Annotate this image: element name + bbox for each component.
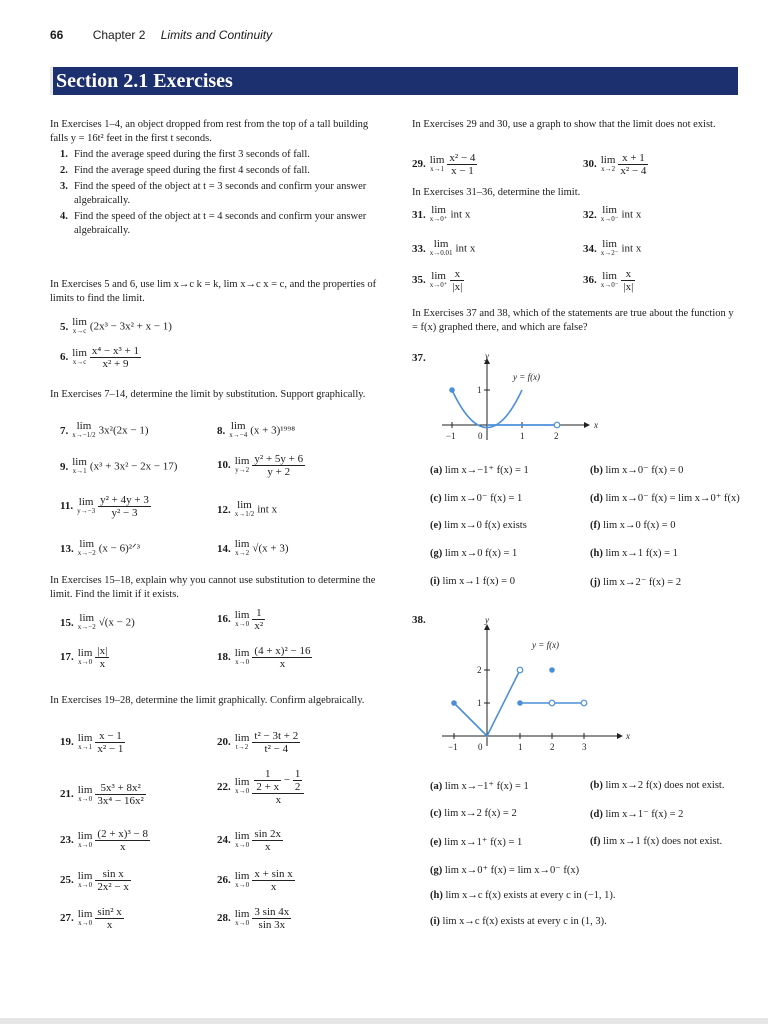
tick-label: 2 [550, 742, 555, 752]
exercise-30: 30. lim x→2 $\frac{x + 1}{\text{x² − 4}}$ [583, 152, 647, 177]
stmt-38a: (a) lim x→−1⁺ f(x) = 1 [430, 781, 529, 792]
stmt-38h: (h) lim x→c f(x) exists at every c in (−1, 1). [430, 890, 616, 901]
exercise-5: 5. lim x→c (2x³ − 3x² + x − 1) [60, 316, 172, 335]
stmt-37j: (j) lim x→2⁻ f(x) = 2 [590, 577, 682, 588]
y-tick-label: 1 [477, 698, 482, 708]
item-text: Find the speed of the object at t = 4 seconds and confirm your answer algebraically. [74, 211, 367, 236]
exercise-20: 20. lim t→2 $\frac{\text{t² − 3t + 2}}{\text{t² − 4}}$ [217, 730, 299, 755]
item-text: Find the average speed during the first 3 seconds of fall. [74, 149, 310, 160]
intro-29-30: In Exercises 29 and 30, use a graph to show that the limit does not exist. [412, 119, 716, 130]
item-number: 3. [60, 181, 68, 192]
running-header [50, 28, 272, 42]
exercise-19: 19. lim x→1 $\frac{x - 1}{\text{x² − 1}}$ [60, 730, 124, 755]
graph-37 [412, 350, 612, 450]
exercise-13: 13. lim x→−2 (x − 6)²ᐟ³ [60, 538, 140, 557]
exercise-12: 12. lim x→1/2 int x [217, 499, 278, 518]
exercise-36: 36. lim x→0⁻ $\frac{x}{|x|}$ [583, 268, 634, 293]
exercise-9: 9. lim x→1 (x³ + 3x² − 2x − 17) [60, 456, 178, 475]
item-number: 2. [60, 165, 68, 176]
tick-label: 1 [520, 431, 525, 441]
stmt-37b: (b) lim x→0⁻ f(x) = 0 [590, 465, 684, 476]
exercise-35: 35. lim x→0⁺ $\frac{x}{|x|}$ [412, 268, 463, 293]
exercise-10: 10. lim y→2 $\frac{\text{y² + 5y + 6}}{y + 2}$ [217, 453, 304, 478]
banner-accent [50, 67, 53, 95]
exercise-7: 7. lim x→−1/2 3x²(2x − 1) [60, 420, 149, 439]
item-text: Find the speed of the object at t = 3 seconds and confirm your answer algebraically. [74, 181, 367, 206]
closed-dot [549, 667, 555, 673]
stmt-38e: (e) lim x→1⁺ f(x) = 1 [430, 837, 523, 848]
exercise-15: 15. lim x→−2 √(x − 2) [60, 612, 135, 631]
exercise-28: 28. lim x→0 $\frac{3 \sin 4x}{\sin 3x}$ [217, 906, 290, 931]
intro-5-6: In Exercises 5 and 6, use lim x→c k = k, lim x→c x = c, and the properties of limits to find the limit. [50, 279, 377, 304]
intro-1-4: In Exercises 1–4, an object dropped from rest from the top of a tall building falls y = 16t² feet in the first t seconds. [50, 119, 369, 144]
stmt-37e: (e) lim x→0 f(x) exists [430, 520, 527, 531]
stmt-37i: (i) lim x→1 f(x) = 0 [430, 576, 515, 587]
x-axis-label: x [594, 420, 598, 430]
y-axis-label: y [485, 618, 489, 625]
x-axis-arrow [584, 422, 590, 428]
closed-dot [517, 700, 523, 706]
y-tick-label: 2 [477, 665, 482, 675]
intro-7-14: In Exercises 7–14, determine the limit by substitution. Support graphically. [50, 389, 366, 400]
stmt-37a: (a) lim x→−1⁺ f(x) = 1 [430, 465, 529, 476]
stmt-38g: (g) lim x→0⁺ f(x) = lim x→0⁻ f(x) [430, 865, 580, 876]
exercise-32: 32. lim x→0⁻ int x [583, 204, 642, 223]
stmt-37d: (d) lim x→0⁻ f(x) = lim x→0⁺ f(x) [590, 493, 740, 504]
stmt-37g: (g) lim x→0 f(x) = 1 [430, 548, 518, 559]
exercise-23: 23. lim x→0 $\frac{\text{(2 + x)³ − 8}}{x}$ [60, 828, 148, 853]
y-tick-label: 1 [477, 385, 482, 395]
x-axis-label: x [626, 731, 630, 741]
exercise-14: 14. lim x→2 √(x + 3) [217, 538, 289, 557]
exercise-18: 18. lim x→0 $\frac{\text{(4 + x)² − 16}}{x}$ [217, 645, 311, 670]
graph-38 [412, 618, 642, 756]
exercise-22: 22. lim x→0 $\frac{1}{2 + x}$ − $\frac{1}{2}$ x [217, 768, 304, 806]
list-item [50, 210, 386, 238]
closed-dot [449, 387, 455, 393]
exercise-37-label: 37. [412, 352, 426, 364]
intro-37-38: In Exercises 37 and 38, which of the statements are true about the function y = f(x) graphed there, and which are false? [412, 308, 734, 333]
exercise-33: 33. lim x→0.01 int x [412, 238, 476, 257]
chapter-title: Limits and Continuity [160, 28, 273, 42]
curve-label: y = f(x) [513, 372, 541, 382]
intro-15-18: In Exercises 15–18, explain why you cannot use substitution to determine the limit. Find the limit if it exists. [50, 575, 376, 600]
tick-label: 3 [582, 742, 587, 752]
exercise-25: 25. lim x→0 $\frac{\text{sin x}}{\text{2x² − x}}$ [60, 868, 129, 893]
exercise-16: 16. lim x→0 $\frac{1}{\text{x²}}$ [217, 607, 264, 632]
exercise-26: 26. lim x→0 $\frac{\text{x + sin x}}{x}$ [217, 868, 293, 893]
exercise-27: 27. lim x→0 $\frac{\text{sin² x}}{x}$ [60, 906, 122, 931]
exercise-21: 21. lim x→0 $\frac{\text{5x³ + 8x²}}{\text{3x⁴ − 16x²}}$ [60, 782, 144, 807]
stmt-38b: (b) lim x→2 f(x) does not exist. [590, 780, 725, 791]
exercise-24: 24. lim x→0 $\frac{\sin 2x}{x}$ [217, 828, 282, 853]
item-text: Find the average speed during the first 4 seconds of fall. [74, 165, 310, 176]
tick-label: 1 [518, 742, 523, 752]
exercise-11: 11. lim y→−3 $\frac{\text{y² + 4y + 3}}{\text{y² − 3}}$ [60, 494, 149, 519]
item-number: 1. [60, 149, 68, 160]
intro-31-36: In Exercises 31–36, determine the limit. [412, 187, 581, 198]
open-dot [517, 667, 523, 673]
exercise-38-label: 38. [412, 614, 426, 626]
open-dot [554, 422, 560, 428]
exercise-34: 34. lim x→2⁻ int x [583, 238, 642, 257]
exercise-29: 29. lim x→1 $\frac{\text{x² − 4}}{x - 1}$ [412, 152, 476, 177]
open-dot [549, 700, 555, 706]
x-axis-arrow [617, 733, 623, 739]
y-axis-label: y [485, 351, 489, 361]
stmt-38f: (f) lim x→1 f(x) does not exist. [590, 836, 723, 847]
list-item [50, 148, 386, 162]
tick-label: 0 [478, 742, 483, 752]
closed-dot [451, 700, 457, 706]
chapter-label: Chapter 2 [92, 28, 146, 42]
intro-19-28: In Exercises 19–28, determine the limit graphically. Confirm algebraically. [50, 695, 365, 706]
exercise-31: 31. lim x→0⁺ int x [412, 204, 471, 223]
item-number: 4. [60, 211, 68, 222]
page-number: 66 [50, 28, 64, 42]
section-title: Section 2.1 Exercises [56, 70, 233, 92]
list-item [50, 164, 386, 178]
tick-label: 0 [478, 431, 483, 441]
stmt-37f: (f) lim x→0 f(x) = 0 [590, 520, 676, 531]
page-footer-strip [0, 1018, 768, 1024]
open-dot [581, 700, 587, 706]
exercise-17: 17. lim x→0 $\frac{|x|}{x}$ [60, 645, 108, 670]
tick-label: −1 [448, 742, 458, 752]
stmt-37h: (h) lim x→1 f(x) = 1 [590, 548, 678, 559]
list-item [50, 180, 386, 208]
tick-label: −1 [446, 431, 456, 441]
stmt-38d: (d) lim x→1⁻ f(x) = 2 [590, 809, 684, 820]
stmt-37c: (c) lim x→0⁻ f(x) = 1 [430, 493, 523, 504]
stmt-38c: (c) lim x→2 f(x) = 2 [430, 808, 517, 819]
curve-label: y = f(x) [532, 640, 560, 650]
exercise-6: 6. lim x→c $\frac{\text{x⁴ − x³ + 1}}{\text{x² + 9}}$ [60, 345, 139, 370]
stmt-38i: (i) lim x→c f(x) exists at every c in (1, 3). [430, 916, 607, 927]
intro-1-4-block [50, 118, 386, 240]
exercise-8: 8. lim x→−4 (x + 3)¹⁹⁹⁸ [217, 420, 296, 439]
tick-label: 2 [554, 431, 559, 441]
